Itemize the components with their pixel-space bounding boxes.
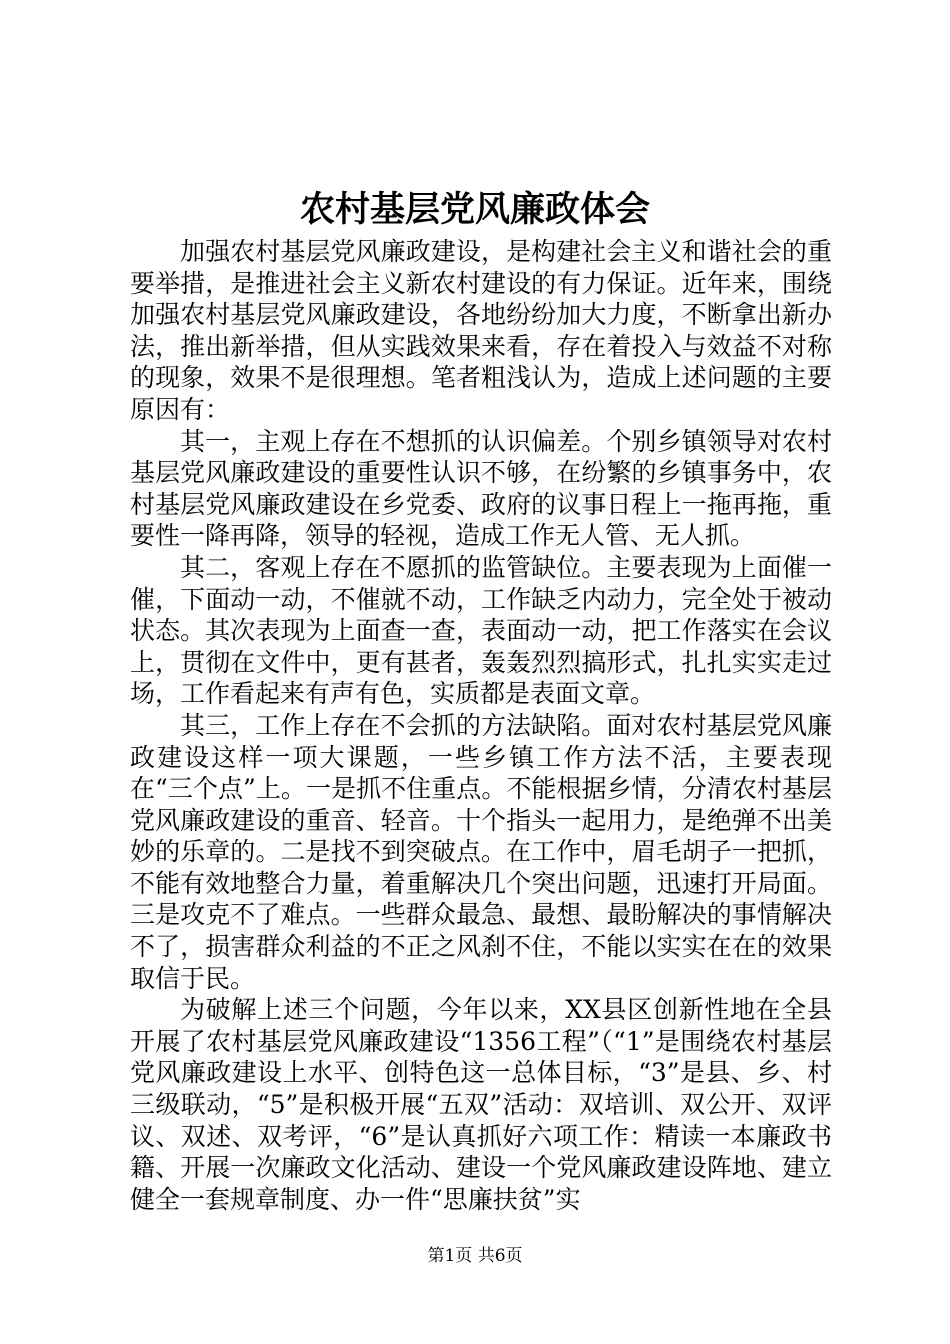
paragraph-second-reason: 其二，客观上存在不愿抓的监管缺位。主要表现为上面催一催，下面动一动，不催就不动，工作缺乏内动力，完全处于被动状态。其次表现为上面查一查，表面动一动，把工作落实在会议上，贯彻在文件中，更有甚者，轰轰烈烈搞形式，扎扎实实走过场，工作看起来有声有色，实质都是表面文章。 [130,552,832,709]
document-title: 农村基层党风廉政体会 [299,189,650,230]
document-body [130,236,832,1215]
paragraph-first-reason: 其一，主观上存在不想抓的认识偏差。个别乡镇领导对农村基层党风廉政建设的重要性认识不够，在纷繁的乡镇事务中，农村基层党风廉政建设在乡党委、政府的议事日程上一拖再拖，重要性一降再降，领导的轻视，造成工作无人管、无人抓。 [130,426,832,551]
paragraph-third-reason: 其三，工作上存在不会抓的方法缺陷。面对农村基层党风廉政建设这样一项大课题，一些乡镇工作方法不活，主要表现在“三个点”上。一是抓不住重点。不能根据乡情，分清农村基层党风廉政建设的重音、轻音。十个指头一起用力，是绝弹不出美妙的乐章的。二是找不到突破点。在工作中，眉毛胡子一把抓，不能有效地整合力量，着重解决几个突出问题，迅速打开局面。三是攻克不了难点。一些群众最急、最想、最盼解决的事情解决不了，损害群众利益的不正之风刹不住，不能以实实在在的效果取信于民。 [130,710,832,993]
page-number-footer: 第1页 共6页 [427,1246,523,1266]
paragraph-intro: 加强农村基层党风廉政建设，是构建社会主义和谐社会的重要举措，是推进社会主义新农村建设的有力保证。近年来，围绕加强农村基层党风廉政建设，各地纷纷加大力度，不断拿出新办法，推出新举措，但从实践效果来看，存在着投入与效益不对称的现象，效果不是很理想。笔者粗浅认为，造成上述问题的主要原因有： [130,237,832,424]
paragraph-solution: 为破解上述三个问题，今年以来，XX县区创新性地在全县开展了农村基层党风廉政建设“1356工程”（“1”是围绕农村基层党风廉政建设上水平、创特色这一总体目标，“3”是县、乡、村三级联动，“5”是积极开展“五双”活动：双培训、双公开、双评议、双述、双考评，“6”是认真抓好六项工作：精读一本廉政书籍、开展一次廉政文化活动、建设一个党风廉政建设阵地、建立健全一套规章制度、办一件“思廉扶贫”实 [130,995,832,1214]
